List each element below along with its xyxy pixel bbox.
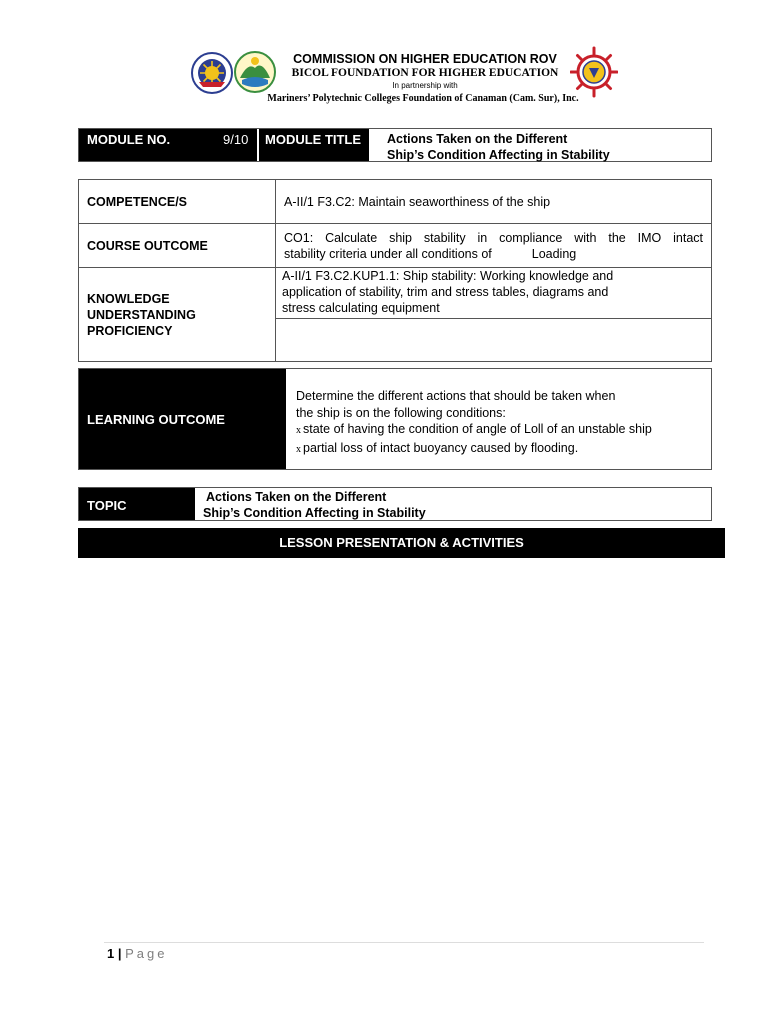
module-title-label: MODULE TITLE bbox=[259, 129, 369, 161]
header-mariners-title: Mariners’ Polytechnic Colleges Foundation of Canaman (Cam. Sur), Inc. bbox=[267, 93, 579, 104]
bicol-foundation-logo-icon bbox=[234, 50, 276, 94]
table-divider bbox=[79, 223, 711, 224]
ched-seal-icon bbox=[191, 52, 233, 94]
knowledge-line-3: stress calculating equipment bbox=[282, 301, 440, 315]
knowledge-line-2: application of stability, trim and stress tables, diagrams and bbox=[282, 285, 609, 299]
topic-line-1: Actions Taken on the Different bbox=[206, 490, 387, 504]
course-outcome-label: COURSE OUTCOME bbox=[87, 239, 208, 253]
table-divider bbox=[275, 180, 276, 361]
module-no-value: 9/10 bbox=[219, 129, 257, 161]
learning-outcome-value bbox=[296, 388, 703, 458]
bullet-x-icon: x bbox=[296, 443, 301, 455]
knowledge-label bbox=[87, 291, 196, 339]
competence-table bbox=[78, 179, 712, 362]
learning-outcome-bullet-2 bbox=[296, 440, 703, 459]
module-no-label: MODULE NO. bbox=[79, 129, 219, 161]
lesson-presentation-bar: LESSON PRESENTATION & ACTIVITIES bbox=[78, 528, 725, 558]
header-commission-title: COMMISSION ON HIGHER EDUCATION ROV bbox=[293, 52, 557, 66]
knowledge-value bbox=[282, 268, 703, 316]
module-title-line-2: Ship’s Condition Affecting in Stability bbox=[387, 148, 610, 162]
knowledge-label-line-3: PROFICIENCY bbox=[87, 324, 173, 338]
page-footer bbox=[107, 946, 168, 961]
topic-label-cell bbox=[79, 488, 195, 520]
mariners-helm-logo-icon bbox=[570, 46, 618, 98]
knowledge-label-line-1: KNOWLEDGE bbox=[87, 292, 170, 306]
page-separator: | bbox=[117, 946, 122, 961]
learning-outcome-box bbox=[78, 368, 712, 470]
knowledge-label-line-2: UNDERSTANDING bbox=[87, 308, 196, 322]
learning-outcome-label-cell bbox=[79, 369, 286, 469]
page-number: 1 bbox=[107, 946, 115, 961]
topic-row bbox=[78, 487, 712, 521]
topic-label: TOPIC bbox=[87, 498, 127, 513]
topic-line-2: Ship’s Condition Affecting in Stability bbox=[203, 506, 426, 520]
bullet-x-icon: x bbox=[296, 425, 301, 436]
course-outcome-value bbox=[284, 230, 703, 262]
header-partnership-text: In partnership with bbox=[392, 81, 458, 90]
module-title-line-1: Actions Taken on the Different bbox=[387, 132, 568, 146]
learning-outcome-label: LEARNING OUTCOME bbox=[87, 412, 225, 427]
topic-value bbox=[203, 489, 426, 521]
module-title-value bbox=[369, 129, 711, 161]
competence-value: A-II/1 F3.C2: Maintain seaworthiness of the ship bbox=[284, 195, 551, 209]
competence-label: COMPETENCE/S bbox=[87, 195, 188, 209]
course-outcome-line-2b: Loading bbox=[531, 247, 577, 261]
footer-divider bbox=[104, 942, 704, 943]
learning-outcome-line-1: Determine the different actions that should be taken when bbox=[296, 389, 616, 403]
module-info-row bbox=[78, 128, 712, 162]
course-outcome-line-2a: stability criteria under all conditions of bbox=[284, 247, 492, 261]
course-outcome-line-2 bbox=[284, 246, 703, 262]
page-word: Page bbox=[125, 946, 168, 961]
learning-outcome-line-2: the ship is on the following conditions: bbox=[296, 405, 506, 420]
course-outcome-line-1: CO1: Calculate ship stability in compliance with the IMO intact bbox=[284, 231, 703, 245]
learning-outcome-bullet-2-text: partial loss of intact buoyancy caused by flooding. bbox=[303, 440, 579, 455]
table-divider bbox=[275, 318, 711, 319]
knowledge-line-1: A-II/1 F3.C2.KUP1.1: Ship stability: Working knowledge and bbox=[282, 269, 614, 283]
learning-outcome-bullet-1 bbox=[296, 421, 703, 440]
header-foundation-title: BICOL FOUNDATION FOR HIGHER EDUCATION bbox=[291, 67, 559, 79]
learning-outcome-bullet-1-text: state of having the condition of angle of Loll of an unstable ship bbox=[303, 422, 652, 436]
